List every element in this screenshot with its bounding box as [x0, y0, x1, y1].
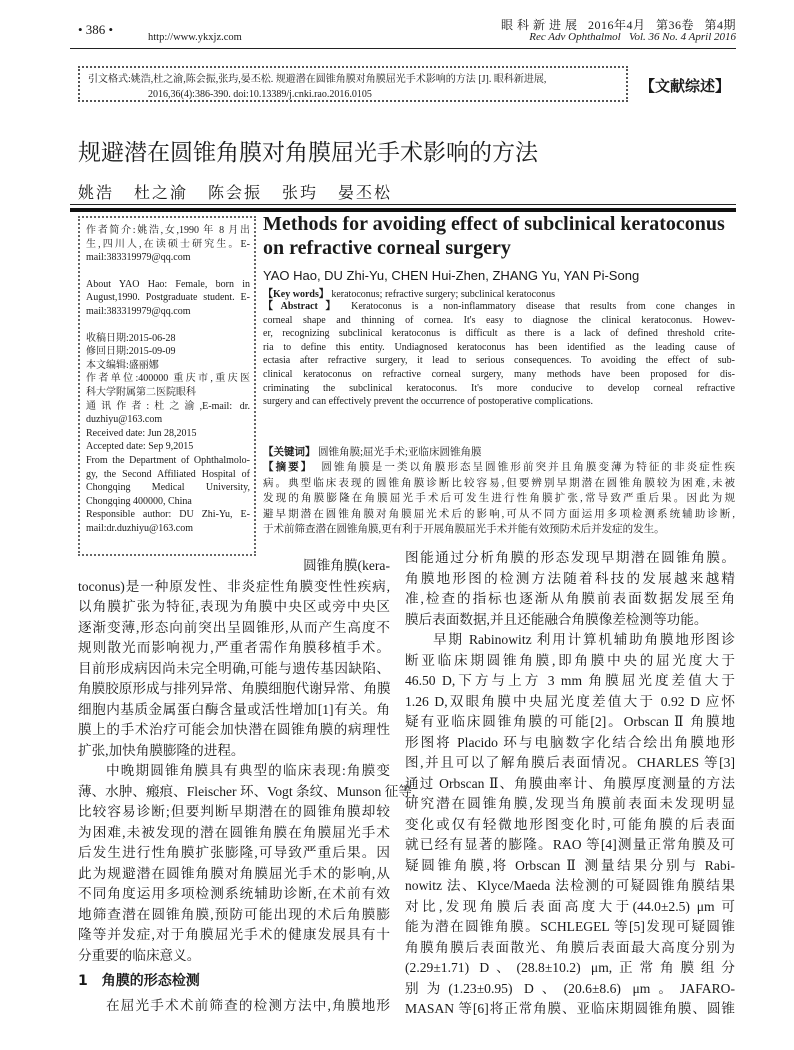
sidebar-line: 作者简介:姚浩,女,1990 年 8 月出: [86, 225, 250, 236]
body-line: 图,并且可以了解角膜后表面情况。CHARLES 等[3]: [405, 755, 735, 770]
sidebar-line: mail:383319979@qq.com: [86, 305, 191, 317]
body-line: 逐渐变薄,形态向前突出呈圆锥形,从而产生高度不: [78, 619, 390, 635]
abstract-line: [263, 300, 735, 314]
sidebar-line: mail:383319979@qq.com: [86, 252, 191, 264]
body-line: 中晚期圆锥角膜具有典型的临床表现:角膜变: [106, 763, 390, 778]
keywords-text: keratoconus; refractive surgery; subclinical keratoconus: [331, 289, 555, 300]
abstract-line: er, recognizing subclinical keratoconus is difficult as there is a lack of defined threshold crite-: [263, 328, 735, 340]
citation-box: [78, 66, 628, 102]
journal-issue-cn: 眼 科 新 进 展 2016年4月 第36卷 第4期: [500, 18, 736, 32]
cn-abstract-line: 发现的角膜膨隆在角膜屈光手术后可发生进行性角膜扩张,常导致严重后果。因此为规: [263, 493, 735, 505]
sidebar-line: Received date: Jun 28,2015: [86, 427, 197, 439]
body-line: 形图将 Placido 环与电脑数字化结合绘出角膜地形: [405, 734, 735, 750]
english-keywords: [263, 285, 555, 300]
sidebar-line: 通讯作者:杜之渝,E-mail: dr.: [86, 400, 250, 412]
citation-line-2: 2016,36(4):386-390. doi:10.13389/j.cnki.rao.2016.0105: [148, 89, 372, 100]
body-line: 46.50 D,下方与上方 3 mm 角膜屈光度差值大于: [405, 673, 735, 688]
sidebar-line: 作者单位:400000 重庆市,重庆医: [86, 373, 250, 385]
body-line: 规则散光而影响视力,严重者需作角膜移植手术。: [78, 640, 390, 655]
body-line: 后发生进行性角膜扩张膨隆,可导致严重后果。因: [78, 845, 390, 860]
cn-abstract-line: 病。典型临床表现的圆锥角膜诊断比较容易,但要辨别早期潜在圆锥角膜较为困难,未被: [263, 477, 735, 489]
body-line: 就已经有显著的膨隆。RAO 等[4]测量正常角膜及可: [405, 837, 735, 852]
sidebar-line: Responsible author: DU Zhi-Yu, E-: [86, 509, 250, 521]
divider-thin: [70, 204, 736, 205]
sidebar-line: 本文编辑:盛丽娜: [86, 359, 159, 371]
sidebar-line: August,1990. Postgraduate student. E-: [86, 292, 250, 304]
journal-issue-en: Rec Adv Ophthalmol Vol. 36 No. 4 April 2016: [529, 31, 736, 43]
body-line: 薄、水肿、瘢痕、Fleischer 环、Vogt 条纹、Munson 征等,: [78, 783, 416, 799]
sidebar-line: 生,四川人,在读硕士研究生。E-: [86, 238, 250, 250]
abstract-line: surgery and can effectively prevent the occurrence of postoperative complications.: [263, 396, 594, 408]
abstract-label: 【Abstract】: [263, 301, 344, 312]
spacer: [86, 319, 250, 332]
body-line: 细胞内基质金属蛋白酶含量或活性增加[1]有关。角: [78, 701, 390, 717]
body-line: 在屈光手术术前筛查的检测方法中,角膜地形: [106, 998, 390, 1013]
sidebar-line: mail:dr.duzhiyu@163.com: [86, 522, 193, 534]
cn-keywords-label: 【关键词】: [263, 447, 316, 458]
abstract-text: Keratoconus is a non-inflammatory disease that results from cone changes in: [351, 301, 736, 312]
body-line: (2.29±1.71) D、(28.8±10.2) μm,正常角膜组分: [405, 960, 735, 975]
body-line: 比较容易诊断;但要判断早期潜在的圆锥角膜却较: [78, 804, 390, 819]
body-line: 膜后表面数据,并且还能融合角膜像差检测等功能。: [405, 611, 708, 627]
sidebar-line: Chongqing Medical University,: [86, 482, 250, 494]
english-authors: YAO Hao, DU Zhi-Yu, CHEN Hui-Zhen, ZHANG Yu, YAN Pi-Song: [263, 268, 640, 283]
sidebar-line: From the Department of Ophthalmolo-: [86, 454, 250, 466]
english-title: Methods for avoiding effect of subclinical keratoconus on refractive corneal surgery: [263, 213, 725, 259]
body-line: 别为(1.23±0.95) D、(20.6±8.6) μm。JAFARO-: [405, 980, 735, 996]
body-line: 扩张,加快角膜膨隆的进程。: [78, 742, 245, 758]
chinese-abstract: [263, 460, 735, 538]
body-line: 研究潜在圆锥角膜,发现当角膜前表面未发现明显: [405, 796, 735, 811]
body-line: 角膜角膜后表面散光、角膜后表面最大高度分别为: [405, 939, 735, 955]
sidebar-line: 修回日期:2015-09-09: [86, 346, 176, 358]
chinese-keywords: [263, 444, 481, 459]
body-line: 圆锥角膜(kera-: [303, 558, 390, 573]
body-line: 角膜胶原形成与排列异常、角膜细胞代谢异常、角膜: [78, 681, 391, 696]
sidebar-line: duzhiyu@163.com: [86, 414, 163, 426]
body-line: 早期 Rabinowitz 利用计算机辅助角膜地形图诊: [433, 632, 735, 647]
citation-line-1: 引文格式:姚浩,杜之渝,陈会振,张玙,晏丕松. 规避潜在圆锥角膜对角膜屈光手术影响的方法 [J]. 眼科新进展,: [88, 74, 547, 85]
author-info-box: [78, 216, 256, 556]
section-heading: 1 角膜的形态检测: [78, 973, 200, 989]
keywords-label: 【Key words】: [263, 289, 329, 300]
abstract-line: criminating the subclinical keratoconus. It's more conducive to develop corneal refractive: [263, 382, 735, 394]
body-line: 以角膜扩张为特征,表现为角膜中央区或旁中央区: [78, 599, 390, 614]
cn-abstract-line: 避早期潜在圆锥角膜对角膜屈光术后的影响,可从不同方面运用多项检测系统辅助诊断,: [263, 508, 735, 520]
sidebar-line: Accepted date: Sep 9,2015: [86, 441, 194, 453]
body-column-right: [405, 548, 735, 1020]
body-line: 疑有亚临床圆锥角膜的可能[2]。Orbscan Ⅱ 角膜地: [405, 714, 735, 729]
body-line: 对比,发现角膜后表面高度大于(44.0±2.5) μm 可: [405, 898, 735, 914]
body-line: 不同角度运用多项检测系统辅助诊断,在术前有效: [78, 886, 390, 901]
sidebar-line: Chongqing 400000, China: [86, 495, 192, 507]
english-abstract: [263, 300, 735, 409]
body-line: 膜上的手术治疗可能会加快潜在圆锥角膜的病理性: [78, 722, 390, 737]
body-line: 能为潜在圆锥角膜。SCHLEGEL 等[5]发现可疑圆锥: [405, 919, 735, 934]
cn-abstract-line: [263, 460, 735, 476]
cn-abstract-label: 【摘要】: [263, 462, 314, 473]
body-line: 此为规避潜在圆锥角膜对角膜屈光手术的影响,从: [78, 865, 390, 881]
body-line: 疑圆锥角膜,将 Orbscan Ⅱ 测量结果分别与 Rabi-: [405, 857, 735, 873]
body-line: 图能通过分析角膜的形态发现早期潜在圆锥角膜。: [405, 550, 735, 565]
body-line: 目前形成病因尚未完全明确,可能与遗传基因缺陷、: [78, 660, 390, 676]
header-rule: [70, 48, 736, 49]
body-line: 1.26 D,双眼角膜中央屈光度差值大于 0.92 D 应怀: [405, 693, 735, 709]
body-line: 通过 Orbscan Ⅱ、角膜曲率计、角膜厚度测量的方法: [405, 775, 735, 791]
body-line: 为困难,未被发现的潜在圆锥角膜在角膜屈光手术: [78, 824, 390, 840]
sidebar-line: 收稿日期:2015-06-28: [86, 332, 176, 344]
page-number: • 386 •: [78, 22, 114, 37]
body-line: 地筛查潜在圆锥角膜,预防可能出现的术后角膜膨: [78, 906, 390, 922]
cn-keywords-text: 圆锥角膜;屈光手术;亚临床圆锥角膜: [318, 447, 482, 458]
cn-abstract-line: 于术前筛查潜在圆锥角膜,更有利于开展角膜屈光手术并能有效预防术后并发症的发生。: [263, 524, 665, 536]
abstract-line: corneal shape and thinning of cornea. It's easy to diagnose the clinical keratoconus. Howev-: [263, 314, 735, 326]
body-line: 隆等并发症,对于角膜屈光手术的健康发展具有十: [78, 927, 390, 942]
article-authors: 姚浩 杜之渝 陈会振 张玙 晏丕松: [78, 185, 393, 202]
body-line: 准,检查的指标也逐渐从角膜前表面数据发展至角: [405, 591, 735, 606]
body-line: 断亚临床期圆锥角膜,即角膜中央的屈光度大于: [405, 652, 735, 668]
abstract-line: ectasia after refractive surgery, it lead to serious consequences. To avoiding the effect of sub-: [263, 355, 735, 367]
body-line: nowitz 法、Klyce/Maeda 法检测的可疑圆锥角膜结果: [405, 878, 735, 893]
body-line: MASAN 等[6]将正常角膜、亚临床期圆锥角膜、圆锥: [405, 1001, 735, 1016]
body-line: 分重要的临床意义。: [78, 947, 201, 963]
journal-url: http://www.ykxjz.com: [148, 32, 242, 43]
abstract-line: ria to define this entity. Undiagnosed keratoconus has been identified as the leading cause of: [263, 341, 735, 353]
body-line: toconus)是一种原发性、非炎症性角膜变性性疾病,: [78, 578, 390, 594]
spacer: [86, 265, 250, 278]
body-line: 变化或仅有轻微地形图变化时,可能角膜的后表面: [405, 816, 735, 832]
article-title: 规避潜在圆锥角膜对角膜屈光手术影响的方法: [78, 140, 538, 166]
cn-abstract-text: 圆锥角膜是一类以角膜形态呈圆锥形前突并且角膜变薄为特征的非炎症性疾: [321, 462, 736, 473]
body-column-left: [78, 556, 416, 1017]
sidebar-line: About YAO Hao: Female, born in: [86, 278, 250, 290]
abstract-line: clinical keratoconus on refractive corneal surgery, many methods have been proposed for dis-: [263, 368, 735, 380]
body-line: 角膜地形图的检测方法随着科技的发展越来越精: [405, 570, 735, 586]
sidebar-line: gy, the Second Affiliated Hospital of: [86, 468, 250, 480]
sidebar-line: 科大学附属第二医院眼科: [86, 386, 196, 398]
section-tag: 【文献综述】: [640, 77, 731, 95]
